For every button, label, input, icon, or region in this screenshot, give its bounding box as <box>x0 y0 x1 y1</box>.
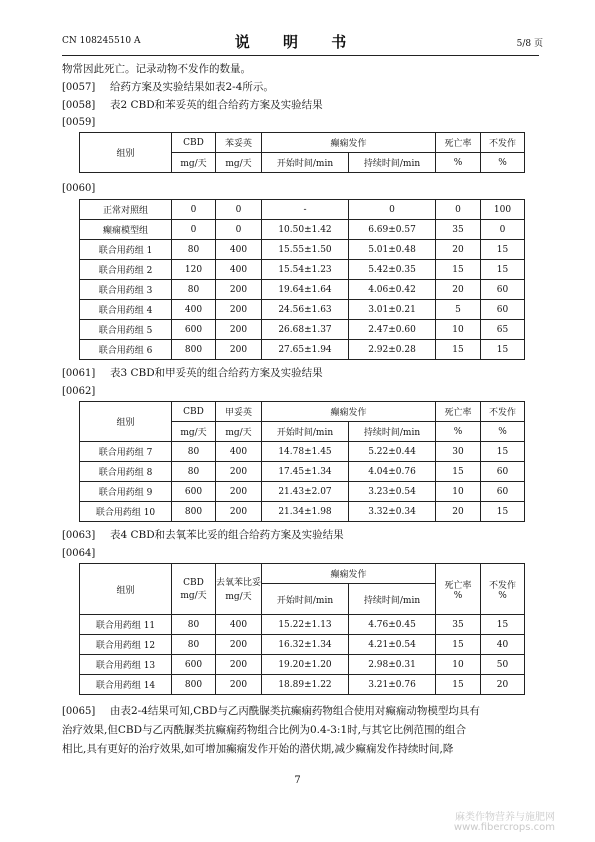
header-start-time: 开始时间/min <box>262 584 349 615</box>
cell-nonseizure-rate: 50 <box>481 655 525 675</box>
header-cbd-unit: mg/天 <box>172 153 216 173</box>
table-row <box>80 442 525 462</box>
paragraph-tag: [0064] <box>62 548 96 559</box>
paragraph-tag: [0058] <box>62 100 96 111</box>
cell-cbd: 80 <box>172 240 216 260</box>
page-number: 7 <box>294 775 301 786</box>
table-row <box>80 482 525 502</box>
header-seizure: 癫痫发作 <box>262 564 436 584</box>
paragraph-tag: [0063] <box>62 530 96 541</box>
table-row <box>80 655 525 675</box>
cell-drug: 400 <box>216 240 262 260</box>
cell-cbd: 80 <box>172 635 216 655</box>
cell-nonseizure-rate: 20 <box>481 675 525 695</box>
header-nonseizure-unit: % <box>481 422 525 442</box>
paragraph-0065-line2: 治疗效果,但CBD与乙丙酰脲类抗癫痫药物组合比例为0.4-3:1时,与其它比例范围的组合 <box>62 724 466 736</box>
table-row <box>80 502 525 522</box>
cell-duration: 2.92±0.28 <box>349 340 436 360</box>
cell-group: 联合用药组 4 <box>80 300 172 320</box>
cell-drug: 400 <box>216 442 262 462</box>
table-row <box>80 462 525 482</box>
header-death-cell <box>436 564 481 615</box>
table-row <box>80 300 525 320</box>
cell-drug: 200 <box>216 320 262 340</box>
cell-death-rate: 20 <box>436 502 481 522</box>
cell-drug: 0 <box>216 200 262 220</box>
header-group: 组别 <box>80 402 172 442</box>
cell-nonseizure-rate: 60 <box>481 300 525 320</box>
table-row <box>80 240 525 260</box>
paragraph-0059 <box>62 115 540 130</box>
cell-cbd: 800 <box>172 340 216 360</box>
header-group: 组别 <box>80 564 172 615</box>
table-row <box>80 675 525 695</box>
header-death: 死亡率 <box>444 580 472 591</box>
table3 <box>79 401 525 522</box>
cell-cbd: 0 <box>172 220 216 240</box>
cell-death-rate: 35 <box>436 615 481 635</box>
table2-caption: 表2 CBD和苯妥英的组合给药方案及实验结果 <box>110 99 323 111</box>
cell-death-rate: 15 <box>436 635 481 655</box>
header-group: 组别 <box>80 133 172 173</box>
cell-duration: 6.69±0.57 <box>349 220 436 240</box>
cell-start-time: 15.22±1.13 <box>262 615 349 635</box>
cell-death-rate: 5 <box>436 300 481 320</box>
paragraph-0064 <box>62 546 540 561</box>
cell-duration: 4.06±0.42 <box>349 280 436 300</box>
table-row <box>80 260 525 280</box>
cell-cbd: 800 <box>172 502 216 522</box>
cell-death-rate: 10 <box>436 320 481 340</box>
table-row <box>80 280 525 300</box>
cell-nonseizure-rate: 65 <box>481 320 525 340</box>
cell-cbd: 600 <box>172 320 216 340</box>
header-nonseizure-unit: % <box>498 590 507 601</box>
cell-start-time: 26.68±1.37 <box>262 320 349 340</box>
cell-nonseizure-rate: 15 <box>481 260 525 280</box>
table-row <box>80 615 525 635</box>
cell-start-time: 24.56±1.63 <box>262 300 349 320</box>
table-row <box>80 220 525 240</box>
cell-death-rate: 30 <box>436 442 481 462</box>
header-drug: 去氧苯比妥 <box>216 577 262 588</box>
table4-caption: 表4 CBD和去氧苯比妥的组合给药方案及实验结果 <box>110 529 344 541</box>
cell-nonseizure-rate: 15 <box>481 240 525 260</box>
cell-death-rate: 0 <box>436 200 481 220</box>
cell-nonseizure-rate: 60 <box>481 462 525 482</box>
cell-start-time: 17.45±1.34 <box>262 462 349 482</box>
cell-start-time: 21.34±1.98 <box>262 502 349 522</box>
cell-drug: 0 <box>216 220 262 240</box>
cell-nonseizure-rate: 60 <box>481 280 525 300</box>
header-nonseizure: 不发作 <box>481 133 525 153</box>
cell-death-rate: 20 <box>436 280 481 300</box>
table-row <box>80 320 525 340</box>
header-cbd: CBD <box>183 577 204 588</box>
cell-cbd: 80 <box>172 615 216 635</box>
header-duration: 持续时间/min <box>349 584 436 615</box>
cell-group: 癫痫模型组 <box>80 220 172 240</box>
header-title: 说 明 书 <box>234 33 361 51</box>
paragraph-tag: [0065] <box>62 706 96 717</box>
paragraph-0060 <box>62 181 540 196</box>
paragraph-0058 <box>62 98 540 113</box>
cell-death-rate: 15 <box>436 340 481 360</box>
paragraph-tag: [0060] <box>62 183 96 194</box>
header-doc-number: CN 108245510 A <box>62 36 141 46</box>
header-cbd-unit: mg/天 <box>172 422 216 442</box>
cell-death-rate: 35 <box>436 220 481 240</box>
header-duration: 持续时间/min <box>349 422 436 442</box>
cell-death-rate: 10 <box>436 655 481 675</box>
cell-drug: 200 <box>216 280 262 300</box>
cell-drug: 200 <box>216 462 262 482</box>
cell-death-rate: 20 <box>436 240 481 260</box>
paragraph-text: 由表2-4结果可知,CBD与乙丙酰脲类抗癫痫药物组合使用对癫痫动物模型均具有 <box>110 705 480 717</box>
cell-drug: 200 <box>216 340 262 360</box>
cell-duration: 5.22±0.44 <box>349 442 436 462</box>
cell-start-time: 10.50±1.42 <box>262 220 349 240</box>
cell-nonseizure-rate: 15 <box>481 615 525 635</box>
cell-death-rate: 15 <box>436 675 481 695</box>
cell-start-time: - <box>262 200 349 220</box>
header-cbd-unit: mg/天 <box>180 590 207 601</box>
cell-death-rate: 10 <box>436 482 481 502</box>
cell-group: 联合用药组 9 <box>80 482 172 502</box>
header-seizure: 癫痫发作 <box>262 133 436 153</box>
header-drug-cell <box>216 564 262 615</box>
paragraph-continuation: 物常因此死亡。记录动物不发作的数量。 <box>62 63 251 75</box>
cell-death-rate: 15 <box>436 462 481 482</box>
cell-duration: 4.04±0.76 <box>349 462 436 482</box>
cell-drug: 200 <box>216 635 262 655</box>
cell-drug: 200 <box>216 675 262 695</box>
cell-cbd: 80 <box>172 442 216 462</box>
cell-group: 联合用药组 3 <box>80 280 172 300</box>
cell-nonseizure-rate: 15 <box>481 340 525 360</box>
cell-cbd: 120 <box>172 260 216 280</box>
cell-cbd: 600 <box>172 655 216 675</box>
cell-duration: 3.23±0.54 <box>349 482 436 502</box>
cell-start-time: 19.64±1.64 <box>262 280 349 300</box>
cell-group: 联合用药组 10 <box>80 502 172 522</box>
paragraph-tag: [0062] <box>62 386 96 397</box>
table2-body <box>79 199 525 360</box>
paragraph-0063 <box>62 528 540 543</box>
paragraph-0062 <box>62 384 540 399</box>
paragraph-tag: [0061] <box>62 368 96 379</box>
table-row <box>80 340 525 360</box>
cell-duration: 4.76±0.45 <box>349 615 436 635</box>
cell-start-time: 27.65±1.94 <box>262 340 349 360</box>
cell-drug: 200 <box>216 502 262 522</box>
header-death-unit: % <box>436 153 481 173</box>
header-duration: 持续时间/min <box>349 153 436 173</box>
cell-nonseizure-rate: 0 <box>481 220 525 240</box>
paragraph-0061 <box>62 366 540 381</box>
header-drug: 甲妥英 <box>216 402 262 422</box>
cell-death-rate: 15 <box>436 260 481 280</box>
header-divider <box>62 55 539 56</box>
table-row <box>80 200 525 220</box>
cell-nonseizure-rate: 40 <box>481 635 525 655</box>
cell-start-time: 18.89±1.22 <box>262 675 349 695</box>
cell-group: 联合用药组 1 <box>80 240 172 260</box>
cell-group: 正常对照组 <box>80 200 172 220</box>
header-page-count: 5/8 页 <box>516 39 543 49</box>
cell-start-time: 16.32±1.34 <box>262 635 349 655</box>
cell-drug: 200 <box>216 655 262 675</box>
cell-drug: 400 <box>216 615 262 635</box>
cell-drug: 200 <box>216 300 262 320</box>
cell-cbd: 80 <box>172 280 216 300</box>
cell-group: 联合用药组 2 <box>80 260 172 280</box>
header-nonseizure-cell <box>481 564 525 615</box>
header-cbd-cell <box>172 564 216 615</box>
header-cbd: CBD <box>172 133 216 153</box>
cell-duration: 3.21±0.76 <box>349 675 436 695</box>
table-row <box>80 635 525 655</box>
cell-group: 联合用药组 6 <box>80 340 172 360</box>
cell-duration: 0 <box>349 200 436 220</box>
header-drug-unit: mg/天 <box>225 591 252 602</box>
cell-group: 联合用药组 5 <box>80 320 172 340</box>
watermark-line2: www.fibercrops.com <box>453 822 555 833</box>
cell-group: 联合用药组 12 <box>80 635 172 655</box>
table3-caption: 表3 CBD和甲妥英的组合给药方案及实验结果 <box>110 367 323 379</box>
header-start-time: 开始时间/min <box>262 153 349 173</box>
cell-nonseizure-rate: 60 <box>481 482 525 502</box>
cell-duration: 3.01±0.21 <box>349 300 436 320</box>
cell-drug: 200 <box>216 482 262 502</box>
header-death: 死亡率 <box>436 133 481 153</box>
paragraph-text: 给药方案及实验结果如表2-4所示。 <box>110 81 274 93</box>
cell-start-time: 15.54±1.23 <box>262 260 349 280</box>
header-drug-unit: mg/天 <box>216 153 262 173</box>
cell-cbd: 600 <box>172 482 216 502</box>
cell-start-time: 19.20±1.20 <box>262 655 349 675</box>
cell-cbd: 800 <box>172 675 216 695</box>
cell-group: 联合用药组 7 <box>80 442 172 462</box>
cell-duration: 3.32±0.34 <box>349 502 436 522</box>
cell-cbd: 80 <box>172 462 216 482</box>
header-drug-unit: mg/天 <box>216 422 262 442</box>
paragraph-tag: [0059] <box>62 117 96 128</box>
header-start-time: 开始时间/min <box>262 422 349 442</box>
cell-duration: 5.01±0.48 <box>349 240 436 260</box>
paragraph-0065-line1 <box>62 704 540 719</box>
cell-start-time: 21.43±2.07 <box>262 482 349 502</box>
cell-group: 联合用药组 13 <box>80 655 172 675</box>
cell-cbd: 400 <box>172 300 216 320</box>
cell-cbd: 0 <box>172 200 216 220</box>
table2-header <box>79 132 525 173</box>
watermark-line1: 麻类作物营养与施肥网 <box>455 812 555 823</box>
header-death: 死亡率 <box>436 402 481 422</box>
header-death-unit: % <box>436 422 481 442</box>
cell-duration: 2.47±0.60 <box>349 320 436 340</box>
paragraph-0065-line3: 相比,具有更好的治疗效果,如可增加癫痫发作开始的潜伏期,减少癫痫发作持续时间,降 <box>62 743 454 755</box>
cell-nonseizure-rate: 15 <box>481 502 525 522</box>
cell-nonseizure-rate: 15 <box>481 442 525 462</box>
cell-group: 联合用药组 14 <box>80 675 172 695</box>
cell-nonseizure-rate: 100 <box>481 200 525 220</box>
cell-duration: 5.42±0.35 <box>349 260 436 280</box>
paragraph-tag: [0057] <box>62 82 96 93</box>
table4 <box>79 563 525 695</box>
header-death-unit: % <box>453 590 463 601</box>
cell-start-time: 14.78±1.45 <box>262 442 349 462</box>
cell-drug: 400 <box>216 260 262 280</box>
cell-duration: 4.21±0.54 <box>349 635 436 655</box>
header-cbd: CBD <box>172 402 216 422</box>
cell-start-time: 15.55±1.50 <box>262 240 349 260</box>
header-nonseizure-unit: % <box>481 153 525 173</box>
header-nonseizure: 不发作 <box>489 580 517 591</box>
cell-group: 联合用药组 11 <box>80 615 172 635</box>
cell-duration: 2.98±0.31 <box>349 655 436 675</box>
header-nonseizure: 不发作 <box>481 402 525 422</box>
cell-group: 联合用药组 8 <box>80 462 172 482</box>
paragraph-0057 <box>62 80 540 95</box>
header-drug: 苯妥英 <box>216 133 262 153</box>
header-seizure: 癫痫发作 <box>262 402 436 422</box>
